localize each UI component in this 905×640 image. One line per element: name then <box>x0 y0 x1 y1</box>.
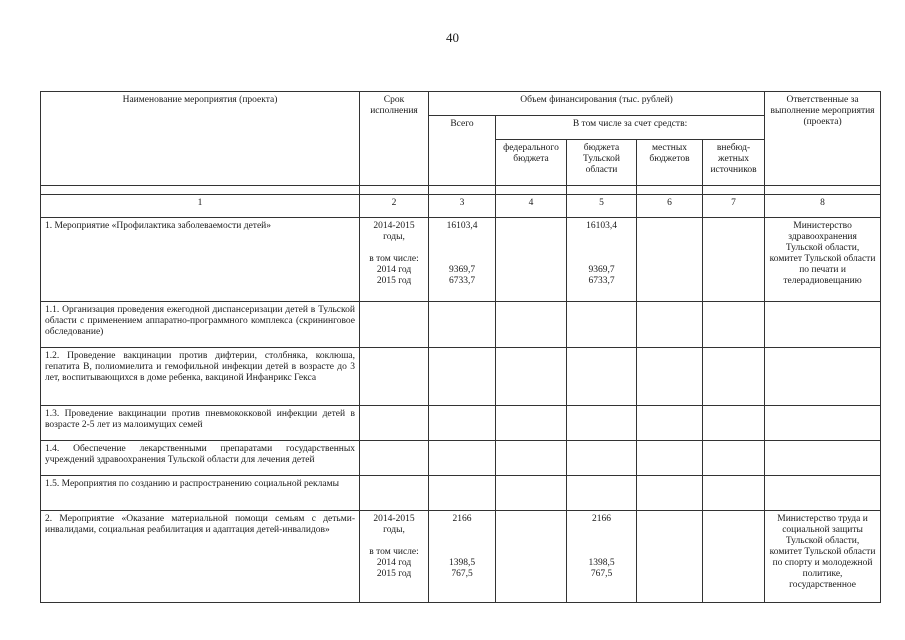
table-row <box>41 441 881 476</box>
extrabudget-cell <box>703 511 765 603</box>
total-breakdown: 9369,7 6733,7 <box>448 265 476 286</box>
header-name: Наименование мероприятия (проекта) <box>41 92 360 186</box>
column-numbers-row <box>41 195 881 218</box>
activity-name: 1.3. Проведение вакцинации против пневмококковой инфекции детей в возрасте 2-5 лет из малоимущих семей <box>41 406 360 441</box>
regional-breakdown: 1398,5 767,5 <box>588 558 615 579</box>
term-period: 2014-2015 годы, <box>373 221 415 242</box>
term-cell <box>360 511 429 603</box>
header-term: Срок исполнения <box>360 92 429 186</box>
activity-name: 1.5. Мероприятия по созданию и распространению социальной рекламы <box>41 476 360 511</box>
header-funding: Объем финансирования (тыс. рублей) <box>429 92 765 116</box>
local-cell <box>637 218 703 302</box>
regional-value: 2166 <box>592 514 611 524</box>
term-cell <box>360 218 429 302</box>
extrabudget-cell <box>703 218 765 302</box>
page-number: 40 <box>446 30 459 45</box>
total-cell <box>429 511 496 603</box>
activity-name: 1.4. Обеспечение лекарственными препаратами государственных учреждений здравоохранения Тульской области для лечения детей <box>41 441 360 476</box>
col-number: 1 <box>41 195 360 218</box>
responsible-cell: Министерство труда и социальной защиты Тульской области, комитет Тульской области по спорту и молодежной политике, государственное <box>765 511 881 603</box>
total-value: 16103,4 <box>446 221 478 231</box>
funding-table <box>40 91 881 603</box>
header-local: местных бюджетов <box>637 140 703 186</box>
federal-cell <box>496 511 567 603</box>
regional-breakdown: 9369,7 6733,7 <box>588 265 615 286</box>
table-row <box>41 476 881 511</box>
total-cell <box>429 218 496 302</box>
col-number: 2 <box>360 195 429 218</box>
col-number: 8 <box>765 195 881 218</box>
header-total: Всего <box>429 116 496 186</box>
header-row-1 <box>41 92 881 116</box>
total-breakdown: 1398,5 767,5 <box>448 558 476 579</box>
header-federal: федерального бюджета <box>496 140 567 186</box>
header-extrabudget: внебюд-жетных источников <box>703 140 765 186</box>
total-value: 2166 <box>452 514 472 524</box>
col-number: 4 <box>496 195 567 218</box>
col-number: 6 <box>637 195 703 218</box>
col-number: 3 <box>429 195 496 218</box>
table-row <box>41 406 881 441</box>
header-responsible: Ответственные за выполнение мероприятия (проекта) <box>765 92 881 186</box>
term-period: 2014-2015 годы, <box>373 514 415 535</box>
table-row <box>41 348 881 406</box>
term-breakdown: в том числе: 2014 год 2015 год <box>369 547 419 579</box>
table-row <box>41 511 881 603</box>
federal-cell <box>496 218 567 302</box>
local-cell <box>637 511 703 603</box>
responsible-cell: Министерство здравоохранения Тульской области, комитет Тульской области по печати и телерадиовещанию <box>765 218 881 302</box>
regional-cell <box>567 511 637 603</box>
regional-value: 16103,4 <box>586 221 617 231</box>
table-row <box>41 302 881 348</box>
col-number: 5 <box>567 195 637 218</box>
header-including: В том числе за счет средств: <box>496 116 765 140</box>
activity-name: 2. Мероприятие «Оказание материальной помощи семьям с детьми-инвалидами, социальная реабилитация и адаптация детей-инвалидов» <box>41 511 360 603</box>
activity-name: 1.2. Проведение вакцинации против дифтерии, столбняка, коклюша, гепатита В, полиомиелита и гемофильной инфекции детей в возрасте до 3 лет, воспитывающихся в доме ребенка, вакциной Инфанрикс Гекса <box>41 348 360 406</box>
activity-name: 1. Мероприятие «Профилактика заболеваемости детей» <box>41 218 360 302</box>
regional-cell <box>567 218 637 302</box>
activity-name: 1.1. Организация проведения ежегодной диспансеризации детей в Тульской области с применением аппаратно-программного комплекса (скрининговое обследование) <box>41 302 360 348</box>
header-regional: бюджета Тульской области <box>567 140 637 186</box>
col-number: 7 <box>703 195 765 218</box>
table-row <box>41 218 881 302</box>
separator-row <box>41 186 881 195</box>
term-breakdown: в том числе: 2014 год 2015 год <box>369 254 419 286</box>
